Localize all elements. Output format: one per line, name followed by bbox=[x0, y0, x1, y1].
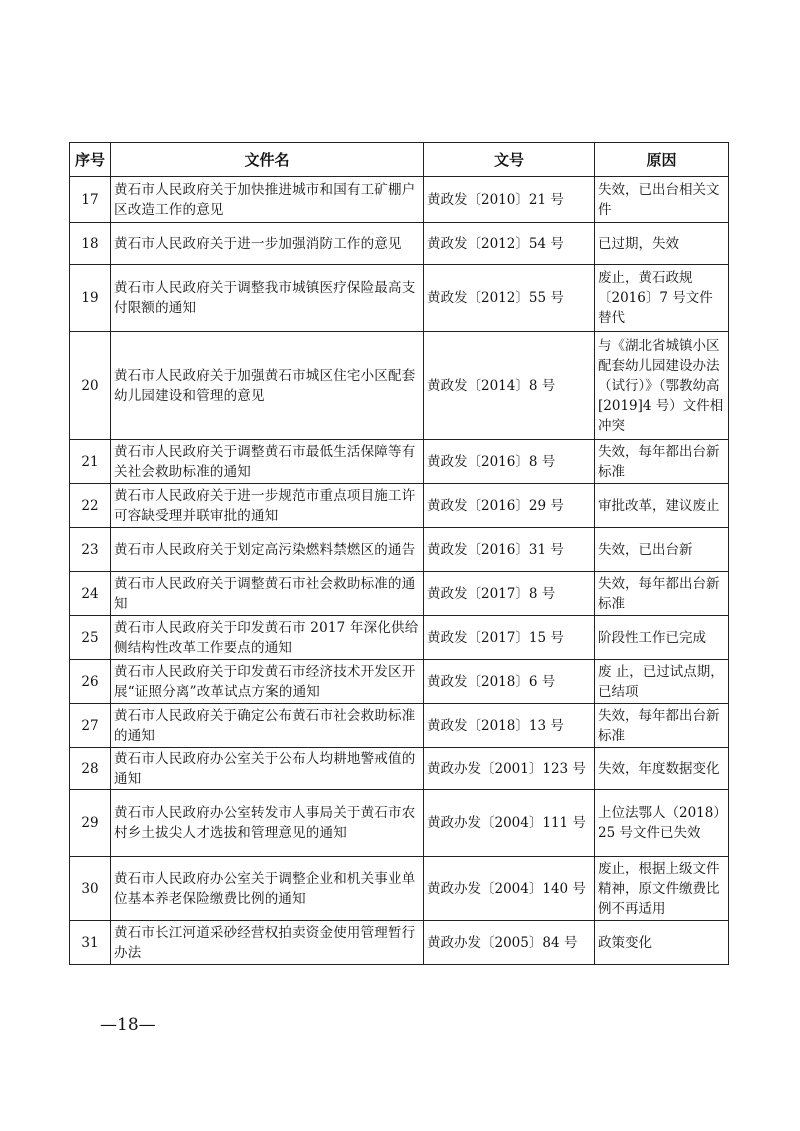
row-reason: 失效，已出台相关文件 bbox=[595, 177, 729, 223]
table-row bbox=[70, 921, 729, 965]
row-document-number: 黄政办发〔2004〕140 号 bbox=[424, 857, 595, 921]
row-reason: 废止，根据上级文件精神，原文件缴费比例不再适用 bbox=[595, 857, 729, 921]
row-seq: 28 bbox=[70, 748, 111, 790]
row-document-number: 黄政发〔2014〕8 号 bbox=[424, 332, 595, 440]
row-reason: 失效，每年都出台新标准 bbox=[595, 572, 729, 616]
row-reason: 上位法鄂人（2018）25 号文件已失效 bbox=[595, 790, 729, 857]
header-number: 文号 bbox=[424, 143, 595, 177]
row-document-name: 黄石市人民政府关于调整黄石市社会救助标准的通知 bbox=[111, 572, 424, 616]
row-document-number: 黄政办发〔2001〕123 号 bbox=[424, 748, 595, 790]
row-seq: 17 bbox=[70, 177, 111, 223]
row-document-number: 黄政发〔2012〕54 号 bbox=[424, 223, 595, 265]
row-document-number: 黄政发〔2017〕15 号 bbox=[424, 616, 595, 660]
table-row bbox=[70, 748, 729, 790]
row-document-name: 黄石市人民政府关于进一步加强消防工作的意见 bbox=[111, 223, 424, 265]
header-seq: 序号 bbox=[70, 143, 111, 177]
table-row bbox=[70, 660, 729, 704]
row-document-number: 黄政发〔2016〕31 号 bbox=[424, 528, 595, 572]
row-reason: 失效，每年都出台新标准 bbox=[595, 440, 729, 484]
table-row bbox=[70, 704, 729, 748]
table-row bbox=[70, 857, 729, 921]
row-seq: 19 bbox=[70, 265, 111, 332]
row-document-name: 黄石市长江河道采砂经营权拍卖资金使用管理暂行办法 bbox=[111, 921, 424, 965]
row-document-name: 黄石市人民政府办公室转发市人事局关于黄石市农村乡土拔尖人才选拔和管理意见的通知 bbox=[111, 790, 424, 857]
row-document-name: 黄石市人民政府关于加强黄石市城区住宅小区配套幼儿园建设和管理的意见 bbox=[111, 332, 424, 440]
row-reason: 政策变化 bbox=[595, 921, 729, 965]
table-row bbox=[70, 616, 729, 660]
table-row bbox=[70, 177, 729, 223]
row-reason: 阶段性工作已完成 bbox=[595, 616, 729, 660]
table-header-row bbox=[70, 143, 729, 177]
table-row bbox=[70, 265, 729, 332]
row-seq: 27 bbox=[70, 704, 111, 748]
row-document-number: 黄政发〔2016〕8 号 bbox=[424, 440, 595, 484]
row-document-name: 黄石市人民政府关于调整黄石市最低生活保障等有关社会救助标准的通知 bbox=[111, 440, 424, 484]
table-row bbox=[70, 332, 729, 440]
row-document-name: 黄石市人民政府关于加快推进城市和国有工矿棚户区改造工作的意见 bbox=[111, 177, 424, 223]
row-document-number: 黄政发〔2018〕13 号 bbox=[424, 704, 595, 748]
row-document-name: 黄石市人民政府关于印发黄石市 2017 年深化供给侧结构性改革工作要点的通知 bbox=[111, 616, 424, 660]
row-reason: 失效，已出台新 bbox=[595, 528, 729, 572]
row-reason: 失效，每年都出台新标准 bbox=[595, 704, 729, 748]
row-document-number: 黄政办发〔2005〕84 号 bbox=[424, 921, 595, 965]
row-reason: 失效，年度数据变化 bbox=[595, 748, 729, 790]
page-number: —18— bbox=[100, 1015, 156, 1035]
header-name: 文件名 bbox=[111, 143, 424, 177]
row-document-number: 黄政办发〔2004〕111 号 bbox=[424, 790, 595, 857]
row-seq: 21 bbox=[70, 440, 111, 484]
table-row bbox=[70, 484, 729, 528]
row-seq: 26 bbox=[70, 660, 111, 704]
row-reason: 废止，黄石政规〔2016〕7 号文件替代 bbox=[595, 265, 729, 332]
row-seq: 20 bbox=[70, 332, 111, 440]
row-document-name: 黄石市人民政府关于确定公布黄石市社会救助标准的通知 bbox=[111, 704, 424, 748]
row-document-name: 黄石市人民政府关于印发黄石市经济技术开发区开展“证照分离”改革试点方案的通知 bbox=[111, 660, 424, 704]
row-document-name: 黄石市人民政府办公室关于调整企业和机关事业单位基本养老保险缴费比例的通知 bbox=[111, 857, 424, 921]
table-row bbox=[70, 572, 729, 616]
row-document-number: 黄政发〔2017〕8 号 bbox=[424, 572, 595, 616]
row-reason: 废 止，已过试点期，已结项 bbox=[595, 660, 729, 704]
row-reason: 与《湖北省城镇小区配套幼儿园建设办法（试行）》（鄂教幼高[2019]4 号）文件相冲突 bbox=[595, 332, 729, 440]
row-document-number: 黄政发〔2010〕21 号 bbox=[424, 177, 595, 223]
row-document-name: 黄石市人民政府办公室关于公布人均耕地警戒值的通知 bbox=[111, 748, 424, 790]
row-reason: 已过期，失效 bbox=[595, 223, 729, 265]
row-seq: 24 bbox=[70, 572, 111, 616]
table-row bbox=[70, 440, 729, 484]
row-document-name: 黄石市人民政府关于划定高污染燃料禁燃区的通告 bbox=[111, 528, 424, 572]
row-seq: 30 bbox=[70, 857, 111, 921]
repealed-documents-table bbox=[69, 142, 729, 965]
row-seq: 23 bbox=[70, 528, 111, 572]
row-document-name: 黄石市人民政府关于调整我市城镇医疗保险最高支付限额的通知 bbox=[111, 265, 424, 332]
row-reason: 审批改革，建议废止 bbox=[595, 484, 729, 528]
row-document-number: 黄政发〔2012〕55 号 bbox=[424, 265, 595, 332]
header-reason: 原因 bbox=[595, 143, 729, 177]
row-seq: 31 bbox=[70, 921, 111, 965]
row-seq: 18 bbox=[70, 223, 111, 265]
row-seq: 22 bbox=[70, 484, 111, 528]
table-row bbox=[70, 528, 729, 572]
row-seq: 29 bbox=[70, 790, 111, 857]
table-body bbox=[70, 177, 729, 965]
table-row bbox=[70, 223, 729, 265]
row-seq: 25 bbox=[70, 616, 111, 660]
row-document-number: 黄政发〔2016〕29 号 bbox=[424, 484, 595, 528]
row-document-name: 黄石市人民政府关于进一步规范市重点项目施工许可容缺受理并联审批的通知 bbox=[111, 484, 424, 528]
table-row bbox=[70, 790, 729, 857]
row-document-number: 黄政发〔2018〕6 号 bbox=[424, 660, 595, 704]
